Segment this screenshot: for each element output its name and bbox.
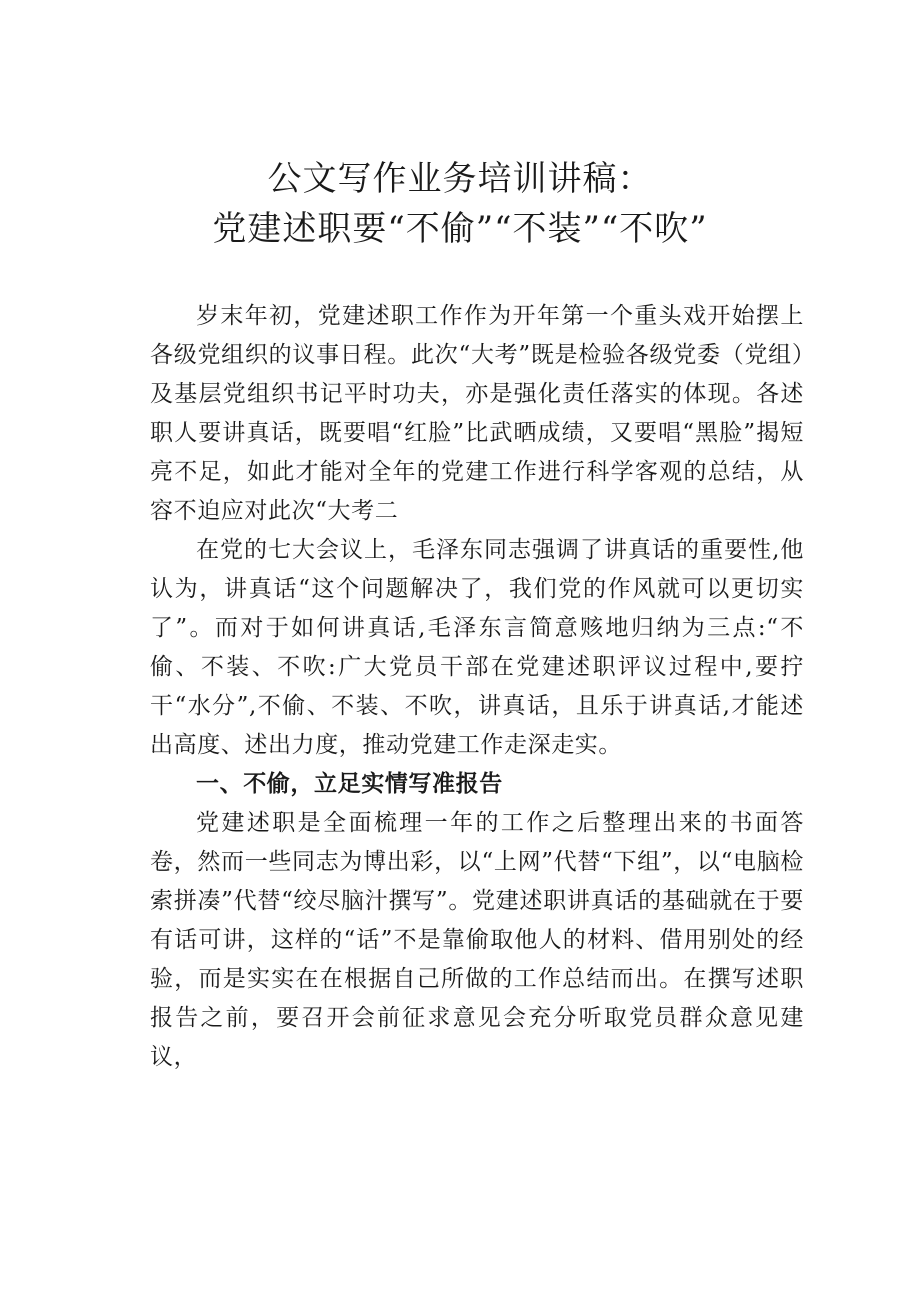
body-paragraph-intro: 岁末年初，党建述职工作作为开年第一个重头戏开始摆上各级党组织的议事日程。此次“大考”既是检验各级党委（党组）及基层党组织书记平时功夫，亦是强化责任落实的体现。各述职人要讲真话，既要唱“红脸”比武晒成绩，又要唱“黑脸”揭短亮不足，如此才能对全年的党建工作进行科学客观的总结，从容不迫应对此次“大考二: [150, 303, 804, 524]
document-title-line-2: 党建述职要“不偷”“不装”“不吹”: [212, 209, 708, 249]
body-paragraph-mao-quote: 在党的七大会议上，毛泽东同志强调了讲真话的重要性,他认为，讲真话“这个问题解决了，我们党的作风就可以更切实了”。而对于如何讲真话,毛泽东言简意赅地归纳为三点:“不偷、不装、不吹:广大党员干部在党建述职评议过程中,要拧干“水分”,不偷、不装、不吹，讲真话，且乐于讲真话,才能述出高度、述出力度，推动党建工作走深走实。: [150, 537, 804, 758]
document-title-line-1: 公文写作业务培训讲稿：: [267, 159, 653, 199]
section-1-paragraph: 党建述职是全面梳理一年的工作之后整理出来的书面答卷，然而一些同志为博出彩，以“上网”代替“下组”，以“电脑检索拼凑”代替“绞尽脑汁撰写”。党建述职讲真话的基础就在于要有话可讲，这样的“话”不是靠偷取他人的材料、借用别处的经验，而是实实在在根据自己所做的工作总结而出。在撰写述职报告之前，要召开会前征求意见会充分听取党员群众意见建议，: [150, 810, 804, 1070]
section-heading-1: 一、不偷，立足实情写准报告: [196, 771, 503, 797]
document-body: [150, 297, 804, 1077]
